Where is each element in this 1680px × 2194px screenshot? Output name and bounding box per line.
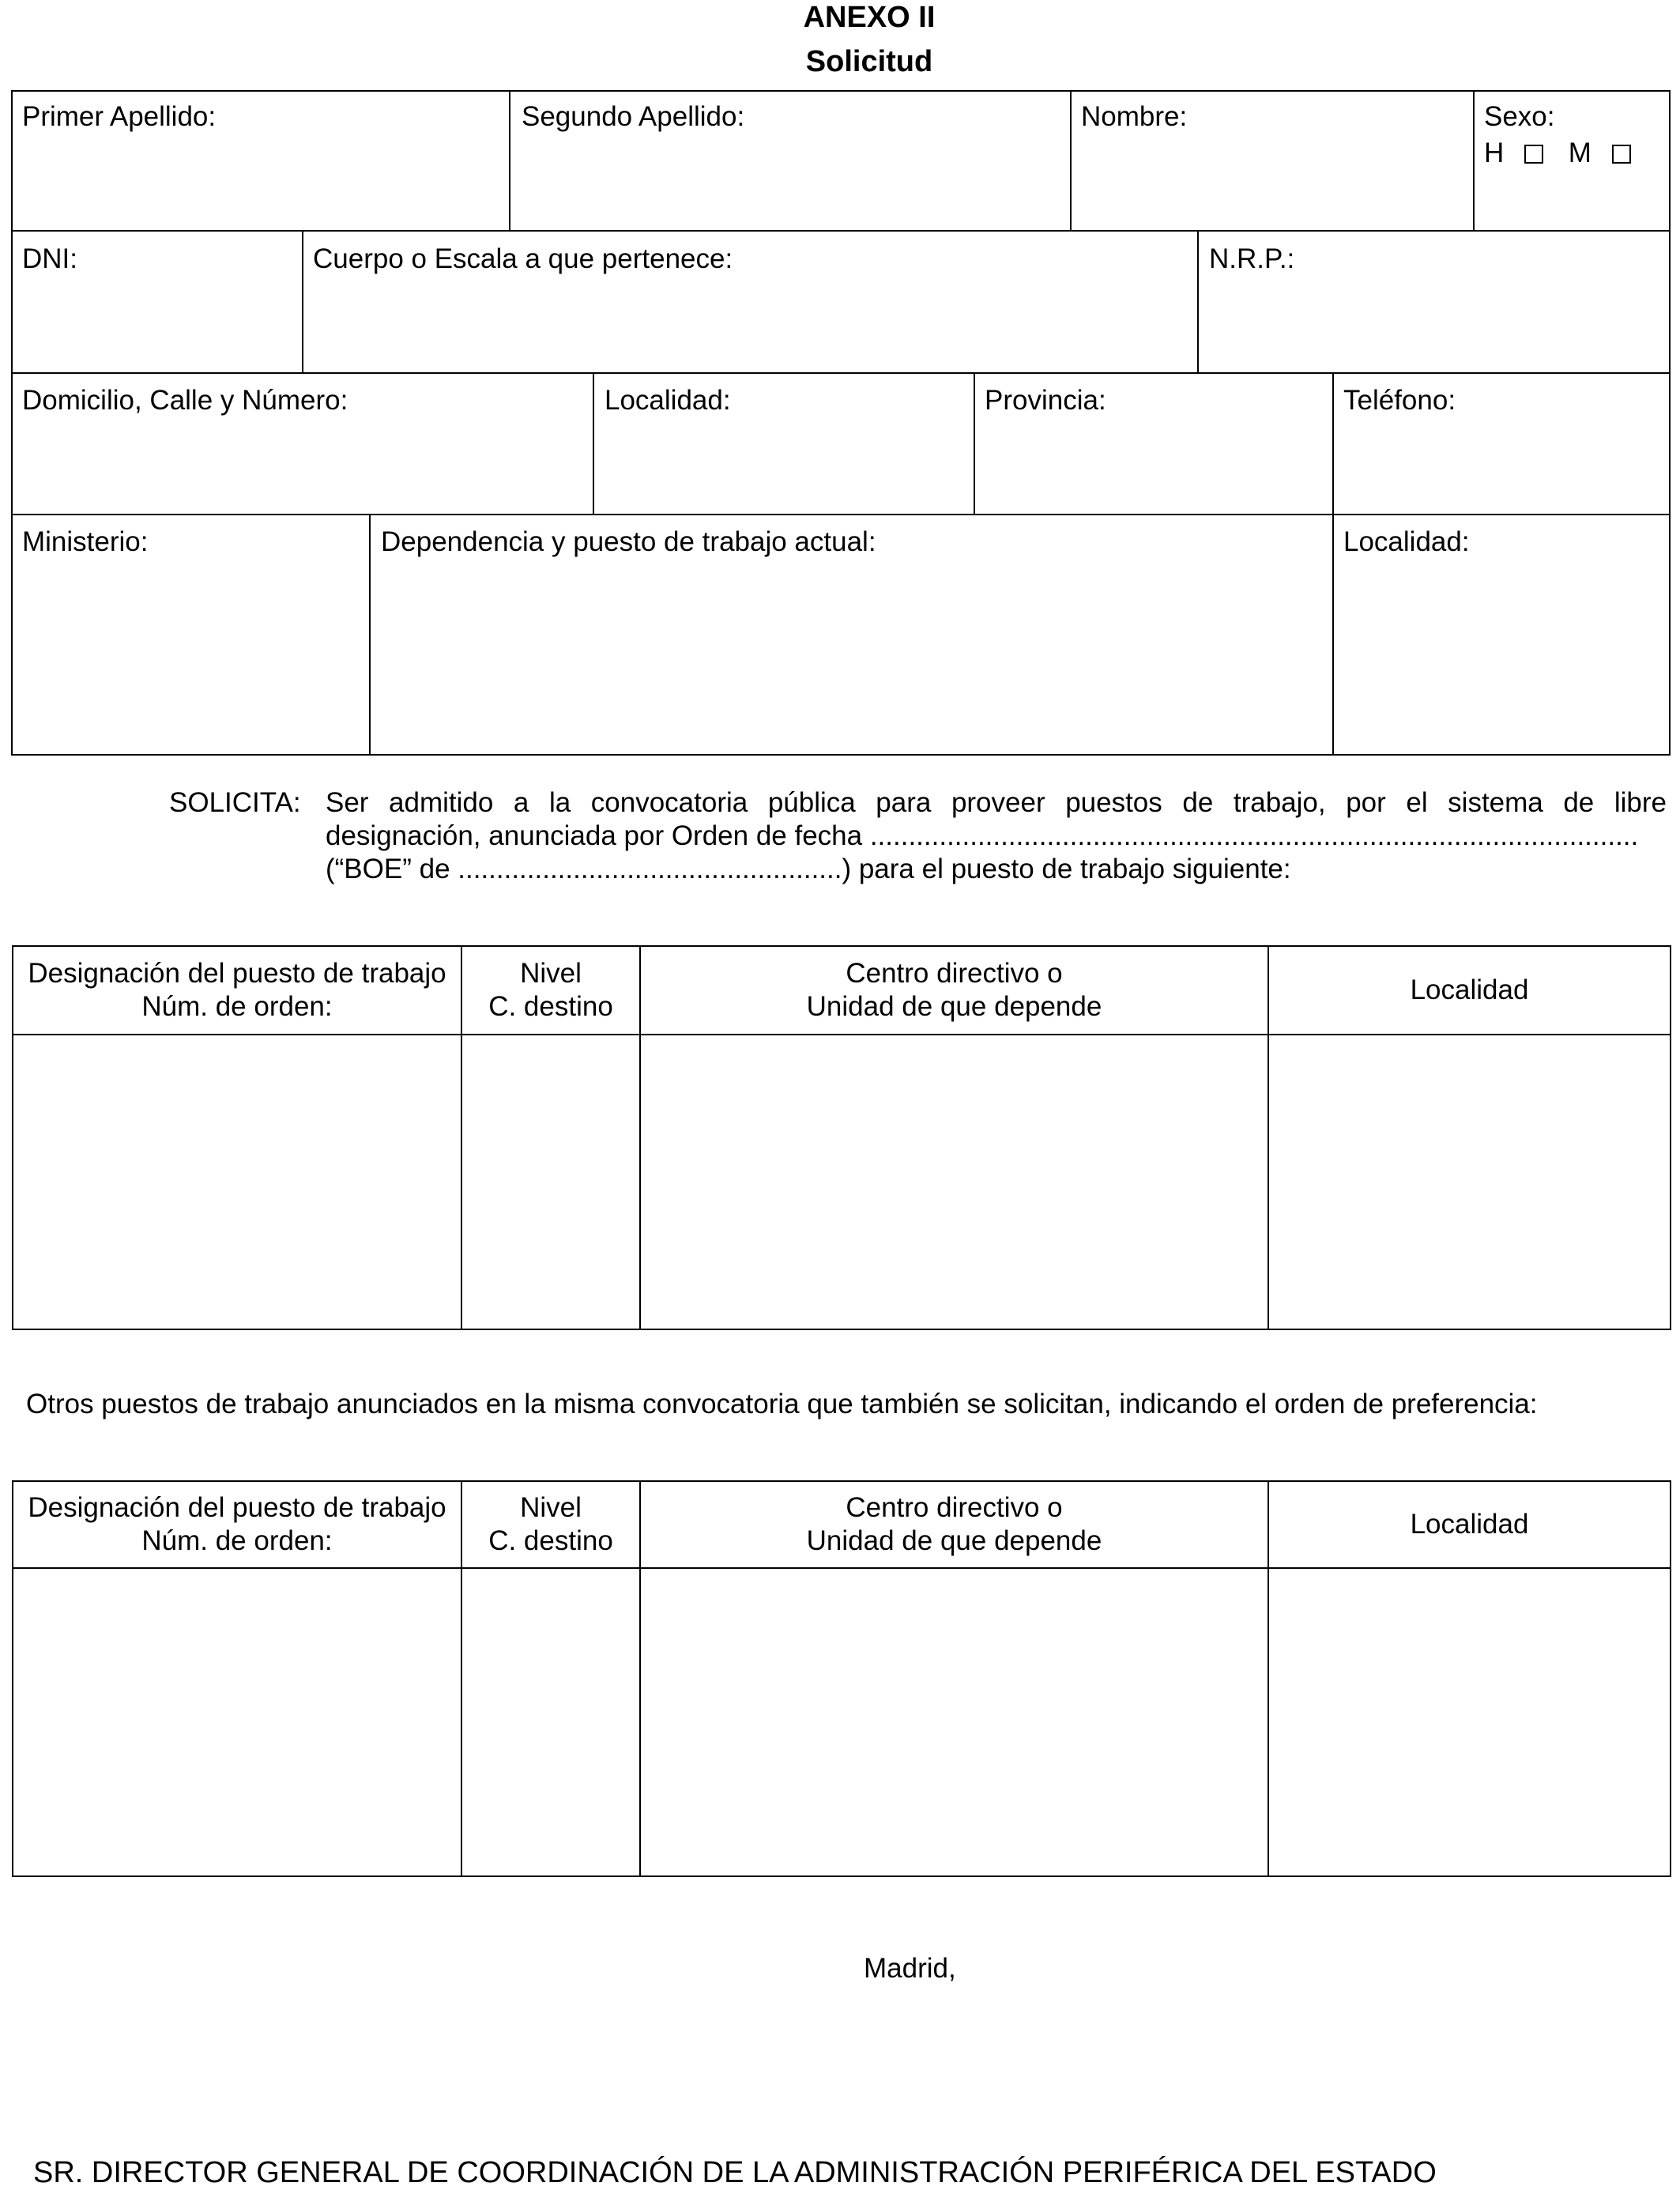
dependencia-field[interactable]: Dependencia y puesto de trabajo actual: [381,526,876,557]
table2-header-nivel-line2: C. destino [488,1525,613,1556]
ministerio-field[interactable]: Ministerio: [22,526,149,557]
table2-header-centro-line2: Unidad de que depende [806,1525,1102,1556]
col-divider [1197,230,1199,373]
table1-header-centro-line1: Centro directivo o [846,958,1063,989]
sexo-h-checkbox[interactable] [1524,145,1543,164]
otros-puestos-text: Otros puestos de trabajo anunciados en la misma convocatoria que también se solicitan, indicando el orden de preferencia: [26,1389,1538,1419]
row-divider [11,514,1671,515]
primer-apellido-field[interactable]: Primer Apellido: [22,101,217,132]
table1-cell-centro[interactable] [641,1035,1268,1329]
sexo-label: Sexo: [1484,101,1555,132]
col-divider [1070,90,1072,231]
table2-header-centro-line1: Centro directivo o [846,1492,1063,1523]
table2-header-localidad [1269,1482,1670,1567]
table1-header-nivel [462,947,639,1034]
addressee: SR. DIRECTOR GENERAL DE COORDINACIÓN DE LA ADMINISTRACIÓN PERIFÉRICA DEL ESTADO [33,2156,1437,2189]
segundo-apellido-field[interactable]: Segundo Apellido: [522,101,745,132]
row-divider [11,230,1671,232]
table2-header-designacion-line2: Núm. de orden: [141,1525,333,1556]
table1-header-designacion [13,947,461,1034]
nrp-field[interactable]: N.R.P.: [1209,243,1295,274]
table1-header-designacion-line1: Designación del puesto de trabajo [28,958,446,989]
col-divider [1473,90,1475,231]
table1-header-centro-line2: Unidad de que depende [806,991,1102,1022]
table2-cell-nivel[interactable] [462,1569,639,1875]
table2-header-localidad-text: Localidad [1410,1509,1529,1540]
col-divider [593,372,594,515]
solicita-line-2: designación, anunciada por Orden de fecha .................................................................................................... [326,820,1639,851]
table1-header-designacion-line2: Núm. de orden: [141,991,333,1022]
nombre-field[interactable]: Nombre: [1081,101,1188,132]
form-title: Solicitud [805,45,933,78]
col-divider [1332,514,1334,756]
col-divider [369,514,371,756]
table1-header-nivel-line1: Nivel [520,958,582,989]
table1-header-localidad [1269,947,1670,1034]
row-divider [11,372,1671,374]
solicita-line-1: Ser admitido a la convocatoria pública para proveer puestos de trabajo, por el sistema de libre [326,787,1667,818]
table1-header-localidad-text: Localidad [1410,974,1529,1005]
provincia-field[interactable]: Provincia: [985,385,1106,416]
table1-header-centro [641,947,1268,1034]
col-divider [974,372,975,515]
table1-cell-localidad[interactable] [1269,1035,1670,1329]
col-divider [1332,372,1334,515]
col-divider [302,230,303,373]
sexo-m-checkbox[interactable] [1612,145,1631,164]
table2-cell-centro[interactable] [641,1569,1268,1875]
table2-header-nivel [462,1482,639,1567]
col-divider [509,90,510,231]
domicilio-field[interactable]: Domicilio, Calle y Número: [22,385,348,416]
table2-header-designacion [13,1482,461,1567]
table2-header-centro [641,1482,1268,1567]
localidad-actual-field[interactable]: Localidad: [1343,526,1470,557]
sexo-m-label: M [1568,138,1591,168]
localidad-field[interactable]: Localidad: [605,385,731,416]
sexo-options [1484,137,1631,170]
place-date: Madrid, [864,1953,956,1984]
cuerpo-escala-field[interactable]: Cuerpo o Escala a que pertenece: [313,243,733,274]
solicita-label: SOLICITA: [169,787,301,818]
table1-cell-nivel[interactable] [462,1035,639,1329]
table2-header-nivel-line1: Nivel [520,1492,582,1523]
table1-cell-designacion[interactable] [13,1035,461,1329]
table2-cell-designacion[interactable] [13,1569,461,1875]
table2-cell-localidad[interactable] [1269,1569,1670,1875]
sexo-h-label: H [1484,138,1505,168]
solicita-line-3: (“BOE” de ..................................................) para el puesto de trabajo siguiente: [326,854,1291,884]
personal-data-grid [11,90,1671,756]
table2-header-designacion-line1: Designación del puesto de trabajo [28,1492,446,1523]
dni-field[interactable]: DNI: [22,243,77,274]
table1-header-nivel-line2: C. destino [488,991,613,1022]
telefono-field[interactable]: Teléfono: [1343,385,1456,416]
annex-title: ANEXO II [803,1,936,34]
